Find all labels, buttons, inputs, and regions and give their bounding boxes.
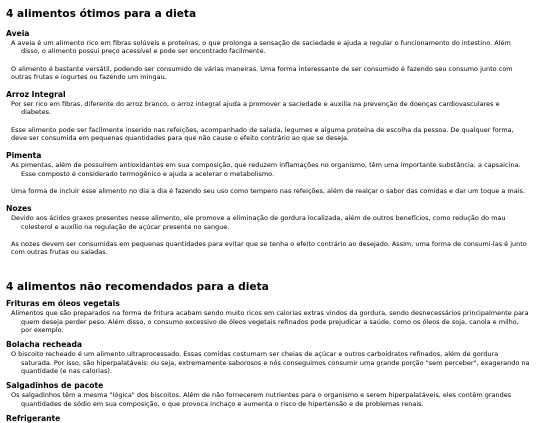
section-bad-foods	[6, 281, 534, 422]
food-item-paragraph: Por ser rico em fibras, diferente do arroz branco, o arroz integral ajuda a promover a saciedade e auxilia na prevenção de doenças cardiovasculares e diabetes.	[11, 100, 500, 117]
food-item-title: Pimenta	[6, 151, 42, 161]
food-item-frituras	[6, 299, 534, 334]
food-item-nozes	[6, 204, 534, 256]
food-item-refrigerante	[6, 414, 534, 423]
food-item-salgadinhos	[6, 381, 534, 408]
food-item-title: Bolacha recheada	[6, 340, 83, 350]
food-item-title: Refrigerante	[6, 413, 61, 423]
food-item-title: Arroz Integral	[6, 90, 66, 100]
section-title: 4 alimentos ótimos para a dieta	[6, 8, 197, 20]
food-item-aveia	[6, 29, 534, 81]
food-item-paragraph: O biscoito recheado é um alimento ultraprocessado. Essas comidas costumam ser cheias de açúcar e outros carboidratos refinados, além de gordura saturada. Por isso, são hiperpalatáveis: ou seja, extremamente saborosos e nós conseguimos consumir uma grande porção "sem perceber", exagerando na quantidade (e nas calorias).	[11, 350, 530, 375]
food-item-paragraph: Devido aos ácidos graxos presentes nesse alimento, ele promove a eliminação de gordura localizada, além de outros benefícios, como redução do mau colesterol e auxílio na regulação de açúcar presente no sangue.	[11, 214, 506, 231]
food-item-paragraph: Uma forma de incluir esse alimento no dia a dia é fazendo seu uso como tempero nas refeições, além de realçar o sabor das comidas e dar um toque a mais.	[11, 186, 526, 195]
food-item-title: Frituras em óleos vegetais	[6, 299, 120, 309]
food-item-paragraph: As nozes devem ser consumidas em pequenas quantidades para evitar que se tenha o efeito contrário ao desejado. Assim, uma forma de consumi-las é junto com outras frutas ou saladas.	[11, 239, 527, 257]
food-item-paragraph: Os salgadinhos têm a mesma "lógica" dos biscoitos. Além de não fornecerem nutrientes para o organismo e serem hiperpalatáveis, eles contêm grandes quantidades de sódio em sua composição, o que provoca inchaço e aumenta o risco de hipertensão e de problemas renais.	[11, 391, 512, 408]
food-item-paragraph: O alimento é bastante versátil, podendo ser consumido de várias maneiras. Uma forma interessante de ser consumido é fazendo seu consumo junto com outras frutas e iogurtes ou fazendo um mingau.	[11, 64, 513, 81]
food-item-title: Aveia	[6, 29, 30, 38]
food-item-paragraph: As pimentas, além de possuírem antioxidantes em sua composição, que reduzem inflamações no organismo, têm uma importante substância: a capsaicina. Esse composto é considerado termogênico e ajuda a acelerar o metabolismo.	[11, 161, 521, 178]
food-item-paragraph: A aveia é um alimento rico em fibras solúveis e proteínas, o que prolonga a sensação de saciedade e ajuda a regular o funcionamento do intestino. Além disso, o alimento possui preço acessível e pode ser encontrado facilmente.	[11, 39, 511, 56]
section-title: 4 alimentos não recomendados para a dieta	[6, 281, 269, 294]
food-item-pimenta	[6, 151, 534, 195]
food-item-bolacha-recheada	[6, 340, 534, 375]
food-item-title: Salgadinhos de pacote	[6, 381, 104, 391]
food-item-paragraph: Alimentos que são preparados na forma de fritura acabam sendo muito ricos em calorias extras vindos da gordura, sendo desnecessários principalmente para quem deseja perder peso. Além disso, o consumo excessivo de óleos vegetais refinados pode prejudicar a saúde, como os óleos de soja, canola e milho, por exemplo.	[11, 309, 529, 335]
food-item-title: Nozes	[6, 204, 32, 214]
food-item-arroz-integral	[6, 90, 534, 142]
food-item-paragraph: Esse alimento pode ser facilmente inserido nas refeições, acompanhado de salada, legumes e alguma proteína de escolha da pessoa. De qualquer forma, deve ser consumida em pequenas quantidades para que não cause o efeito contrário ao que se deseja.	[11, 125, 514, 143]
section-good-foods	[6, 8, 534, 256]
